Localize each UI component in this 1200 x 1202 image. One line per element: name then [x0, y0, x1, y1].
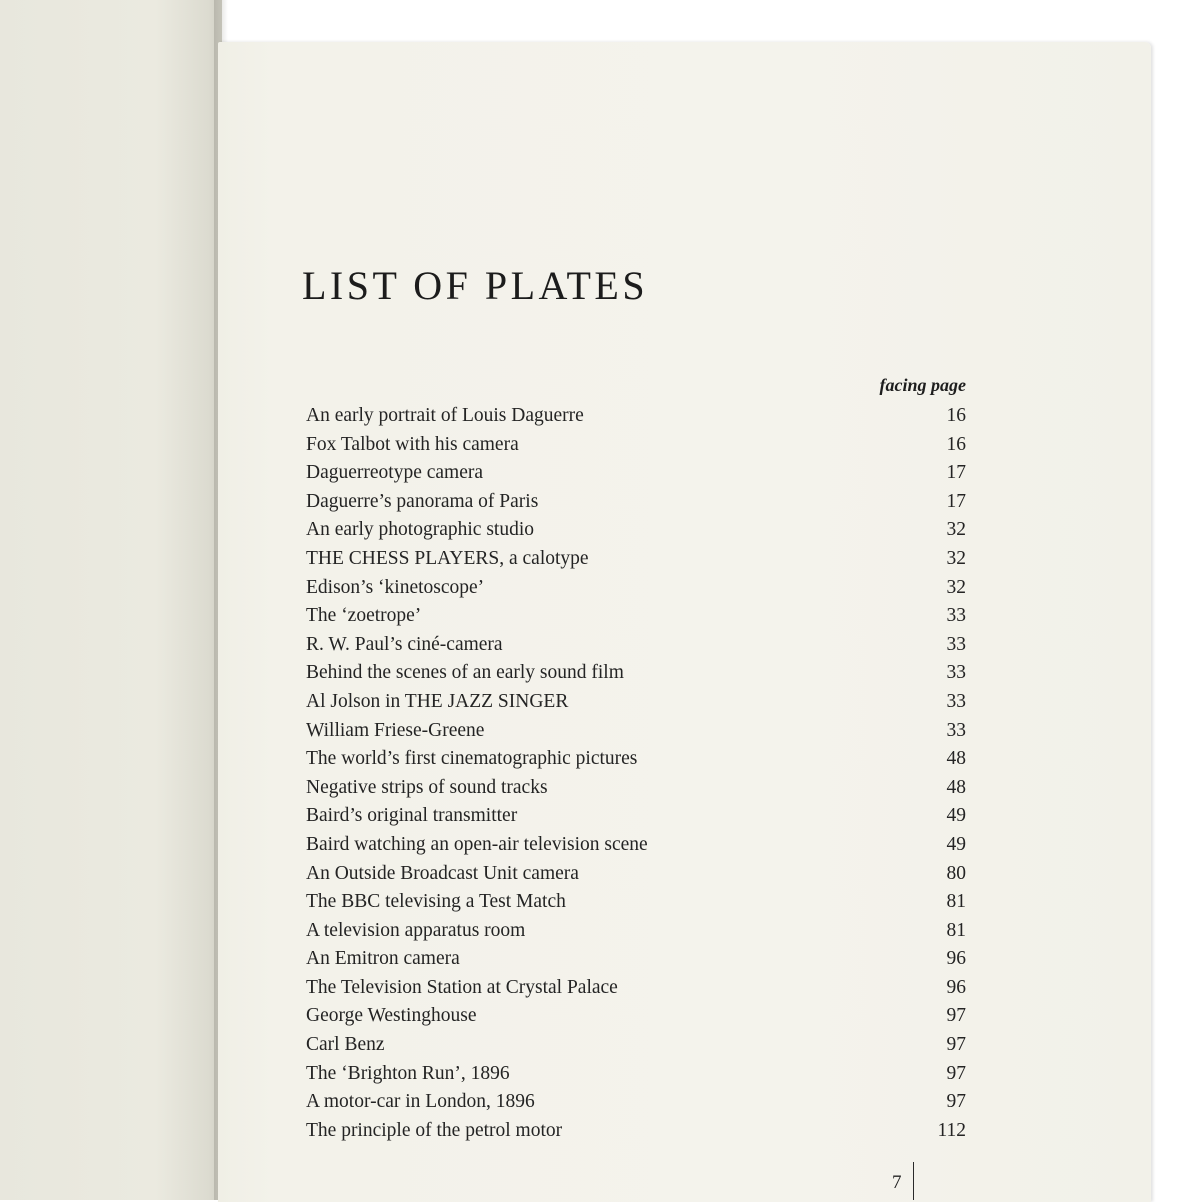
plate-page-number: 97: [946, 1091, 966, 1113]
plate-page-number: 49: [946, 833, 966, 855]
plate-page-number: 97: [946, 1062, 966, 1084]
plate-page-number: 48: [946, 776, 966, 798]
plate-entry: [306, 545, 966, 574]
plate-page-number: 81: [946, 891, 966, 913]
plate-entry: [306, 831, 966, 860]
plate-entry: [306, 745, 966, 774]
plate-entry: [306, 974, 966, 1003]
plate-entry: [306, 1117, 966, 1146]
plate-page-number: 32: [946, 547, 966, 569]
plate-entry: [306, 1060, 966, 1089]
plate-caption: The principle of the petrol motor: [306, 1119, 563, 1141]
plate-caption: THE CHESS PLAYERS, a calotype: [306, 547, 589, 569]
plate-caption: An Outside Broadcast Unit camera: [306, 862, 579, 884]
plate-caption: Carl Benz: [306, 1034, 385, 1056]
plate-page-number: 16: [946, 405, 966, 426]
plate-page-number: 81: [946, 919, 966, 941]
plate-entry: [306, 1002, 966, 1031]
plate-caption: Daguerreotype camera: [306, 462, 484, 484]
plate-caption: The BBC televising a Test Match: [306, 891, 566, 913]
plate-caption: R. W. Paul’s ciné-camera: [306, 633, 503, 655]
plate-entry: [306, 917, 966, 946]
plate-entry: [306, 574, 966, 603]
plate-page-number: 33: [946, 605, 966, 627]
plate-page-number: 32: [946, 576, 966, 598]
plate-caption: Baird watching an open-air television scene: [306, 833, 648, 855]
plate-caption: A television apparatus room: [306, 919, 526, 941]
page-title: LIST OF PLATES: [302, 263, 649, 308]
plate-page-number: 16: [946, 433, 966, 455]
plate-caption: A motor-car in London, 1896: [306, 1091, 535, 1113]
plate-entry: [306, 516, 966, 545]
plate-page-number: 32: [946, 519, 966, 541]
plate-page-number: 33: [946, 633, 966, 655]
plate-page-number: 33: [946, 662, 966, 684]
plate-page-number: 33: [946, 719, 966, 741]
plate-caption: Edison’s ‘kinetoscope’: [306, 576, 485, 598]
plate-caption: An early photographic studio: [306, 519, 534, 541]
plate-caption: Fox Talbot with his camera: [306, 433, 519, 455]
facing-page-heading: facing page: [879, 375, 966, 395]
plate-caption: Al Jolson in THE JAZZ SINGER: [306, 690, 569, 712]
plate-entry: [306, 888, 966, 917]
plate-entry: [306, 402, 966, 431]
plate-caption: Baird’s original transmitter: [306, 805, 518, 827]
plate-caption: An Emitron camera: [306, 948, 460, 970]
plate-page-number: 97: [946, 1034, 966, 1056]
plate-entry: [306, 431, 966, 460]
plate-page-number: 33: [946, 690, 966, 712]
plate-caption: The ‘zoetrope’: [306, 605, 422, 627]
plate-entry: [306, 1031, 966, 1060]
plate-entry: [306, 688, 966, 717]
plate-entry: [306, 659, 966, 688]
plate-caption: William Friese-Greene: [306, 719, 485, 741]
plate-caption: An early portrait of Louis Daguerre: [306, 405, 584, 426]
page-number: 7: [892, 1172, 902, 1193]
plate-page-number: 17: [946, 462, 966, 484]
plate-entry: [306, 1088, 966, 1117]
plate-page-number: 49: [946, 805, 966, 827]
plate-caption: The Television Station at Crystal Palace: [306, 976, 618, 998]
plate-entry: [306, 945, 966, 974]
plate-caption: Behind the scenes of an early sound film: [306, 662, 624, 684]
plate-page-number: 97: [946, 1005, 966, 1027]
plate-entry: [306, 860, 966, 889]
plate-page-number: 80: [946, 862, 966, 884]
plate-caption: Negative strips of sound tracks: [306, 776, 548, 798]
plate-page-number: 96: [946, 976, 966, 998]
plate-entry: [306, 802, 966, 831]
plate-entry: [306, 774, 966, 803]
plate-caption: The world’s first cinematographic pictures: [306, 748, 638, 770]
plate-page-number: 48: [946, 748, 966, 770]
plate-page-number: 112: [937, 1119, 966, 1141]
plate-entry: [306, 488, 966, 517]
plates-list: [306, 402, 966, 1145]
plate-page-number: 96: [946, 948, 966, 970]
plate-entry: [306, 602, 966, 631]
plate-caption: The ‘Brighton Run’, 1896: [306, 1062, 510, 1084]
plate-entry: [306, 631, 966, 660]
plate-caption: George Westinghouse: [306, 1005, 477, 1027]
plate-page-number: 17: [946, 490, 966, 512]
page-number-rule: [913, 1162, 914, 1200]
plate-caption: Daguerre’s panorama of Paris: [306, 490, 539, 512]
plate-entry: [306, 459, 966, 488]
plate-entry: [306, 717, 966, 746]
facing-left-page: [0, 0, 222, 1200]
